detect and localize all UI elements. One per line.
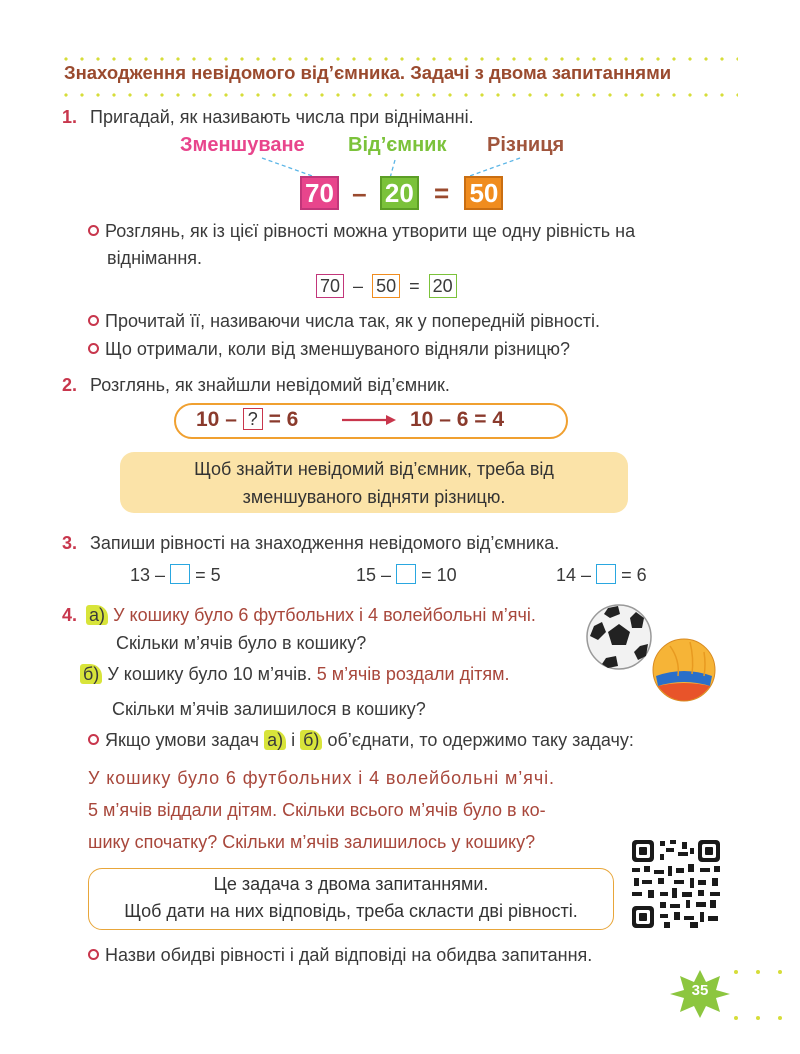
- combined-line-2: 5 м’ячів віддали дітям. Скільки всього м’ячів було в ко-: [88, 800, 546, 820]
- answer-box[interactable]: [596, 564, 616, 584]
- combine-mid: і: [291, 730, 296, 750]
- combine-pre: Якщо умови задач: [105, 730, 260, 750]
- task-4a-text: У кошику було 6 футбольних і 4 волейбольні м’ячі.: [113, 605, 536, 625]
- eq-left: 14 –: [556, 565, 592, 585]
- final-bullet: [88, 942, 592, 969]
- eq-left: 15 –: [356, 565, 392, 585]
- label-a-ref: а): [264, 730, 286, 750]
- info-line-1: Це задача з двома запитаннями.: [213, 874, 489, 894]
- task-text: Пригадай, як називають числа при відніманні.: [90, 107, 474, 127]
- task-3: [62, 530, 559, 557]
- rule-box: [120, 452, 628, 513]
- task-text: Запиши рівності на знаходження невідомого від’ємника.: [90, 533, 560, 553]
- task-4-b: [80, 661, 509, 688]
- task-2: [62, 372, 450, 399]
- eq-right: = 6: [621, 565, 647, 585]
- bullet-icon: [88, 734, 99, 745]
- task-number: 3.: [62, 533, 78, 553]
- label-b-ref: б): [300, 730, 322, 750]
- bullet-2: [88, 308, 600, 335]
- bullet-icon: [88, 315, 99, 326]
- eq2-minus: –: [353, 276, 364, 296]
- task3-eq-3: [556, 562, 647, 589]
- eq2-equals: =: [409, 276, 420, 296]
- bullet-1: [88, 218, 748, 272]
- volleyball-image: [650, 636, 718, 704]
- label-difference: Різниця: [487, 134, 565, 156]
- combined-line-3: шику спочатку? Скільки м’ячів залишилось у кошику?: [88, 832, 536, 852]
- task-number: 4.: [62, 605, 78, 625]
- label-subtrahend: Від’ємник: [348, 134, 447, 156]
- bullet-1-line1: Розглянь, як із цієї рівності можна утворити ще одну рівність на: [105, 221, 636, 241]
- combined-line-1: У кошику було 6 футбольних і 4 волейбольні м’ячі.: [88, 768, 555, 788]
- label-minuend: Зменшуване: [180, 134, 305, 156]
- eq-left: 13 –: [130, 565, 166, 585]
- minus-sign: –: [352, 178, 367, 208]
- expression-right: 10 – 6 = 4: [410, 408, 504, 431]
- bullet-3: [88, 336, 570, 363]
- bullet-icon: [88, 949, 99, 960]
- eq2-difference: 50: [372, 274, 400, 298]
- combined-problem: [88, 762, 555, 858]
- bullet-2-text: Прочитай її, називаючи числа так, як у попередній рівності.: [105, 311, 600, 331]
- eq2-subtrahend: 20: [429, 274, 457, 298]
- task-4b-text-2: 5 м’ячів роздали дітям.: [316, 664, 510, 684]
- expr-part-a: 10 –: [196, 408, 237, 431]
- task-4b-question: Скільки м’ячів залишилося в кошику?: [112, 699, 426, 719]
- bullet-1-line2: віднімання.: [107, 248, 203, 268]
- expression-left: [196, 408, 298, 432]
- equation-secondary: [316, 274, 457, 298]
- qr-code-image: [630, 838, 722, 930]
- equals-sign: =: [434, 178, 450, 208]
- task3-eq-1: [130, 562, 221, 589]
- bullet-3-text: Що отримали, коли від зменшуваного відняли різницю?: [105, 339, 570, 359]
- task-number: 2.: [62, 375, 78, 395]
- bullet-icon: [88, 225, 99, 236]
- eq2-minuend: 70: [316, 274, 344, 298]
- unknown-box: ?: [243, 408, 263, 430]
- difference-box: 50: [464, 176, 503, 210]
- task-number: 1.: [62, 107, 78, 127]
- arrow-icon: [340, 412, 398, 428]
- label-a: а): [86, 605, 108, 625]
- answer-box[interactable]: [396, 564, 416, 584]
- task-4-a: [62, 602, 536, 629]
- rule-line-2: зменшуваного відняти різницю.: [242, 487, 506, 507]
- task3-eq-2: [356, 562, 457, 589]
- minuend-box: 70: [300, 176, 339, 210]
- final-bullet-text: Назви обидві рівності і дай відповіді на обидва запитання.: [105, 945, 593, 965]
- equation-main: [300, 176, 503, 210]
- star-dots-decoration: [722, 962, 800, 1032]
- task-4a-question: Скільки м’ячів було в кошику?: [116, 633, 367, 653]
- label-connector-lines: [0, 0, 800, 200]
- page-title: Знаходження невідомого від’ємника. Задачі з двома запитаннями: [64, 62, 672, 83]
- page-number: 35: [691, 982, 709, 999]
- expr-part-b: = 6: [268, 408, 299, 431]
- info-line-2: Щоб дати на них відповідь, треба скласти дві рівності.: [124, 901, 578, 921]
- subtrahend-box: 20: [380, 176, 419, 210]
- info-box: [88, 868, 614, 930]
- answer-box[interactable]: [170, 564, 190, 584]
- combine-bullet: [88, 727, 634, 754]
- label-b: б): [80, 664, 102, 684]
- eq-right: = 5: [195, 565, 221, 585]
- rule-line-1: Щоб знайти невідомий від’ємник, треба від: [194, 459, 554, 479]
- soccer-ball-image: [584, 602, 654, 672]
- eq-right: = 10: [421, 565, 457, 585]
- combine-post: об’єднати, то одержимо таку задачу:: [327, 730, 634, 750]
- task-4b-text-1: У кошику було 10 м’ячів.: [107, 664, 312, 684]
- task-text: Розглянь, як знайшли невідомий від’ємник.: [90, 375, 450, 395]
- bullet-icon: [88, 343, 99, 354]
